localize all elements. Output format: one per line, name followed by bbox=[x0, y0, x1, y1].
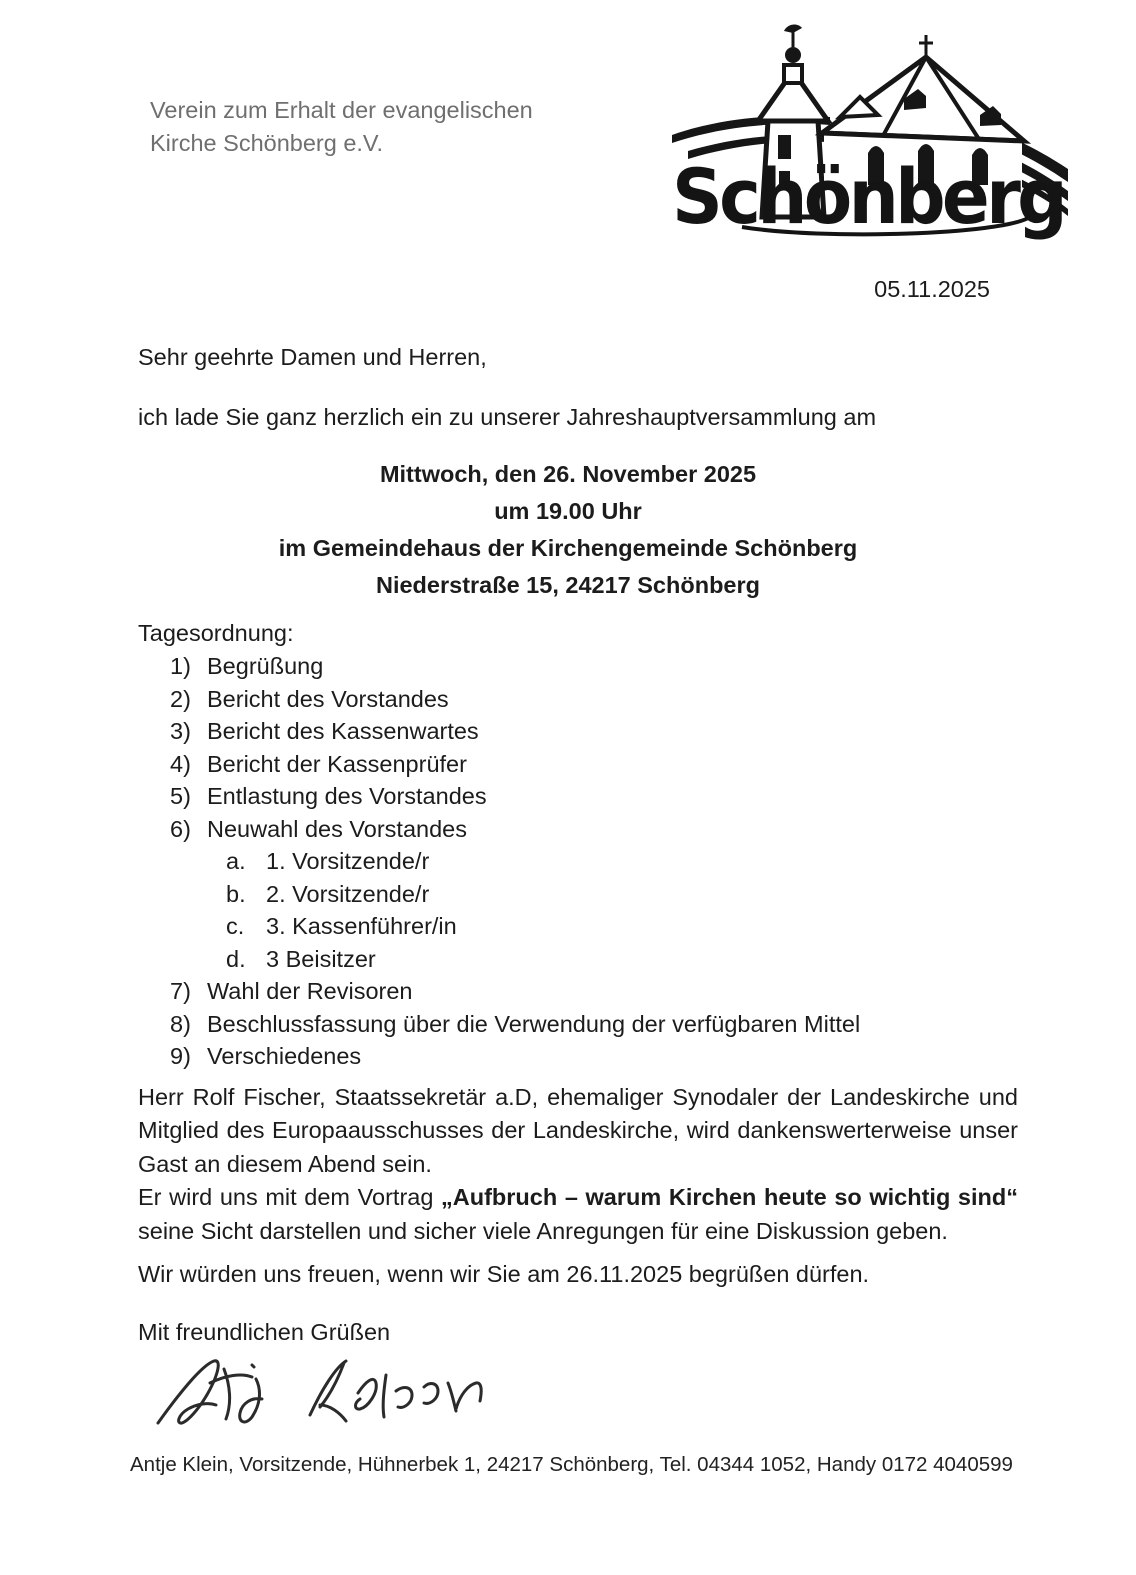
agenda-subitem: b. 2. Vorsitzende/r bbox=[226, 880, 430, 907]
church-illustration-icon bbox=[672, 18, 1068, 240]
agenda-item: 7) Wahl der Revisoren bbox=[170, 978, 413, 1004]
agenda-item: 1) Begrüßung bbox=[170, 653, 324, 679]
agenda-subitem: c. 3. Kassenführer/in bbox=[226, 913, 457, 939]
agenda-item: 9) Verschiedenes bbox=[170, 1043, 362, 1069]
letter-date: 05.11.2025 bbox=[874, 276, 990, 302]
event-details bbox=[128, 456, 1008, 604]
letter-body bbox=[138, 340, 1018, 1439]
logo-wordmark: Schönberg bbox=[672, 152, 1064, 241]
salutation: Sehr geehrte Damen und Herren, bbox=[138, 344, 487, 370]
closing-line: Wir würden uns freuen, wenn wir Sie am 26.11.2025 begrüßen dürfen. bbox=[138, 1261, 870, 1287]
agenda-subitem: a. 1. Vorsitzende/r bbox=[226, 848, 430, 874]
org-name-line2: Kirche Schönberg e.V. bbox=[150, 130, 383, 156]
church-logo bbox=[672, 18, 1068, 240]
handwritten-signature bbox=[152, 1339, 482, 1439]
event-address-line: Niederstraße 15, 24217 Schönberg bbox=[375, 572, 760, 598]
org-name-line1: Verein zum Erhalt der evangelischen bbox=[150, 97, 533, 123]
event-time-line: um 19.00 Uhr bbox=[494, 498, 642, 524]
agenda-item: 5) Entlastung des Vorstandes bbox=[170, 783, 487, 809]
agenda-subitem: d. 3 Beisitzer bbox=[226, 945, 376, 972]
lecture-paragraph bbox=[138, 1181, 1018, 1248]
lecture-title: „Aufbruch – warum Kirchen heute so wichtig sind“ bbox=[441, 1184, 1018, 1210]
agenda-item: 6) Neuwahl des Vorstandes bbox=[170, 815, 467, 842]
agenda-item: 8) Beschlussfassung über die Verwendung der verfügbaren Mittel bbox=[170, 1010, 861, 1037]
event-venue-line: im Gemeindehaus der Kirchengemeinde Schönberg bbox=[278, 535, 858, 561]
agenda-title: Tagesordnung: bbox=[138, 620, 294, 646]
speaker-paragraph: Herr Rolf Fischer, Staatssekretär a.D, ehemaliger Synodaler der Landeskirche und Mitglied des Europaausschusses der Landeskirche, wird dankenswerterweise unser Gast an diesem Abend sein. bbox=[138, 1083, 1018, 1177]
agenda-list bbox=[138, 650, 1018, 1073]
footer-contact-line: Antje Klein, Vorsitzende, Hühnerbek 1, 24217 Schönberg, Tel. 04344 1052, Handy 0172 4040599 bbox=[130, 1453, 1013, 1476]
lecture-prefix: Er wird uns mit dem Vortrag bbox=[138, 1184, 442, 1210]
agenda-item: 3) Bericht des Kassenwartes bbox=[170, 718, 479, 744]
letterhead-org-name bbox=[150, 94, 533, 160]
intro-line: ich lade Sie ganz herzlich ein zu unserer Jahreshauptversammlung am bbox=[138, 404, 877, 430]
lecture-suffix: seine Sicht darstellen und sicher viele Anregungen für eine Diskussion geben. bbox=[138, 1217, 948, 1244]
event-date-line: Mittwoch, den 26. November 2025 bbox=[379, 461, 757, 487]
agenda-item: 2) Bericht des Vorstandes bbox=[170, 685, 449, 712]
agenda-item: 4) Bericht der Kassenprüfer bbox=[170, 750, 467, 777]
regards-line: Mit freundlichen Grüßen bbox=[138, 1319, 391, 1345]
